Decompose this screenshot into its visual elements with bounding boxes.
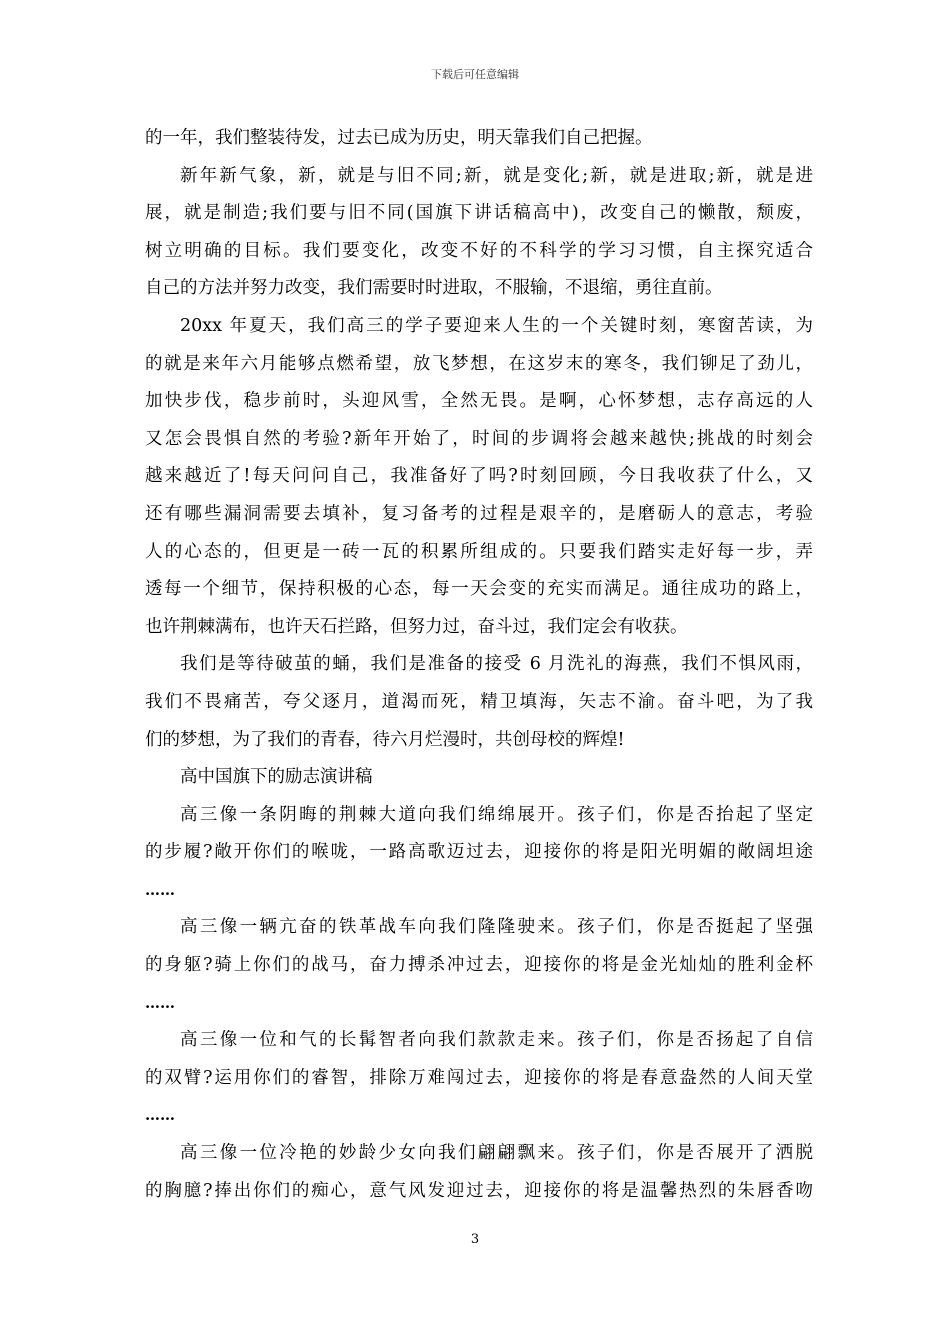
text-line: 的就是来年六月能够点燃希望，放飞梦想，在这岁末的寒冬，我们铆足了劲儿，: [145, 353, 813, 374]
text-line: 20xx 年夏天，我们高三的学子要迎来人生的一个关键时刻，寒窗苦读，为: [180, 315, 813, 336]
text-line: 加快步伐，稳步前时，头迎风雪，全然无畏。是啊，心怀梦想，志存高远的人: [145, 391, 813, 412]
text-line: 展，就是制造;我们要与旧不同(国旗下讲话稿高中)，改变自己的懒散，颓废，: [145, 203, 813, 224]
text-line: 越来越近了!每天问问自己，我准备好了吗?时刻回顾，今日我收获了什么，又: [145, 466, 813, 487]
text-line: 的一年，我们整装待发，过去已成为历史，明天靠我们自己把握。: [145, 128, 653, 148]
ellipsis-line: ……: [145, 993, 175, 1012]
text-line: 的步履?敞开你们的喉咙，一路高歌迈过去，迎接你的将是阳光明媚的敞阔坦途: [145, 842, 813, 863]
text-line: 的双臂?运用你们的睿智，排除万难闯过去，迎接你的将是春意盎然的人间天堂: [145, 1067, 813, 1088]
text-line: 高三像一位冷艳的妙龄少女向我们翩翩飘来。孩子们，你是否展开了洒脱: [180, 1143, 813, 1164]
text-line: 高三像一条阴晦的荆棘大道向我们绵绵展开。孩子们，你是否抬起了坚定: [180, 804, 813, 825]
ellipsis-line: ……: [145, 1106, 175, 1125]
text-line: 也许荆棘满布，也许天石拦路，但努力过，奋斗过，我们定会有收获。: [145, 616, 688, 637]
text-line: 的胸臆?捧出你们的痴心，意气风发迎过去，迎接你的将是温馨热烈的朱唇香吻: [145, 1180, 813, 1201]
text-line: 高中国旗下的励志演讲稿: [180, 767, 373, 788]
text-line: 我们不畏痛苦，夸父逐月，道渴而死，精卫填海，矢志不渝。奋斗吧，为了我: [145, 691, 813, 712]
text-line: 高三像一辆亢奋的铁革战车向我们隆隆驶来。孩子们，你是否挺起了坚强: [180, 917, 813, 938]
text-line: 新年新气象，新，就是与旧不同;新，就是变化;新，就是进取;新，就是进: [180, 165, 813, 186]
page-header: 下载后可任意编辑: [431, 68, 519, 81]
text-line: 的身躯?骑上你们的战马，奋力搏杀冲过去，迎接你的将是金光灿灿的胜利金杯: [145, 955, 813, 976]
ellipsis-line: ……: [145, 880, 175, 899]
text-line: 又怎会畏惧自然的考验?新年开始了，时间的步调将会越来越快;挑战的时刻会: [145, 428, 813, 449]
text-line: 高三像一位和气的长髯智者向我们款款走来。孩子们，你是否扬起了自信: [180, 1030, 813, 1051]
text-line: 透每一个细节，保持积极的心态，每一天会变的充实而满足。通往成功的路上，: [145, 579, 813, 600]
text-line: 们的梦想，为了我们的青春，待六月烂漫时，共创母校的辉煌!: [145, 729, 625, 750]
page-number: 3: [470, 1232, 480, 1247]
text-line: 树立明确的目标。我们要变化，改变不好的不科学的学习习惯，自主探究适合: [145, 240, 813, 261]
text-line: 自己的方法并努力改变，我们需要时时进取，不服输，不退缩，勇往直前。: [145, 278, 723, 299]
text-line: 还有哪些漏洞需要去填补，复习备考的过程是艰辛的，是磨砺人的意志，考验: [145, 503, 813, 524]
text-line: 人的心态的，但更是一砖一瓦的积累所组成的。只要我们踏实走好每一步，弄: [145, 541, 813, 562]
document-body: [145, 120, 813, 1210]
text-line: 我们是等待破茧的蛹，我们是准备的接受 6 月洗礼的海燕，我们不惧风雨，: [180, 654, 813, 675]
